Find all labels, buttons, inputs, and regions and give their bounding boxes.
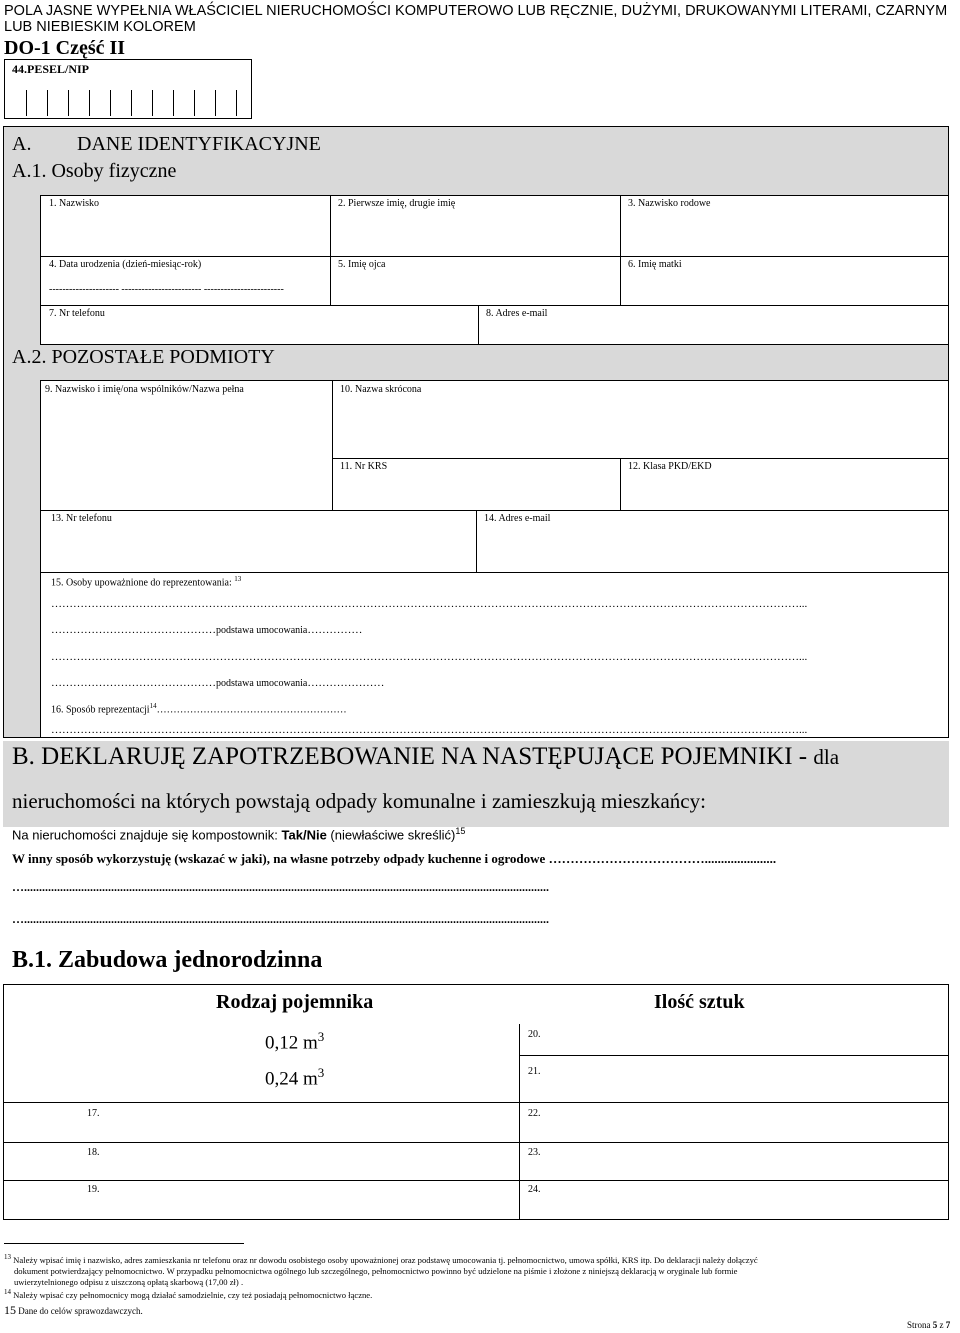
field-family-name[interactable]: 3. Nazwisko rodowe — [628, 198, 711, 209]
qty-field-23[interactable]: 23. — [528, 1147, 541, 1158]
rep-line-1[interactable]: ……………………………………………………………………………………………………………………………………………………………………………………... — [51, 598, 808, 610]
col-quantity: Ilość sztuk — [654, 991, 745, 1013]
section-b1-title: B.1. Zabudowa jednorodzinna — [12, 947, 323, 973]
page-number: Strona 5 z 7 — [907, 1320, 951, 1330]
container-012: 0,12 $m^3$ — [265, 1029, 325, 1054]
section-a-letter: A. — [12, 133, 32, 155]
field-representation-method[interactable]: 16. Sposób reprezentacji$^{14}$………………………………………………… — [51, 702, 347, 716]
footnote-separator — [4, 1243, 244, 1244]
section-b-subtitle: nieruchomości na których powstają odpady komunalne i zamieszkują mieszkańcy: — [12, 789, 706, 813]
compost-question[interactable]: Na nieruchomości znajduje się kompostownik: Tak/Nie (niewłaściwe skreślić)$^{15}$ — [12, 826, 466, 843]
section-b-title: B. DEKLARUJĘ ZAPOTRZEBOWANIE NA NASTĘPUJĄCE POJEMNIKI - dla — [12, 743, 840, 770]
qty-field-20[interactable]: 20. — [528, 1029, 541, 1040]
pesel-label: 44.PESEL/NIP — [12, 62, 90, 76]
field-phone-2[interactable]: 13. Nr telefonu — [51, 513, 112, 524]
other-use-line-2[interactable]: …............................................................................................................................................................................... — [12, 912, 549, 926]
form-part-title: DO-1 Część II — [4, 37, 126, 59]
field-pkd[interactable]: 12. Klasa PKD/EKD — [628, 461, 712, 472]
field-surname[interactable]: 1. Nazwisko — [49, 198, 99, 209]
rep-basis-line-2[interactable]: ………………………………………podstawa umocowania………………… — [51, 677, 385, 689]
qty-field-21[interactable]: 21. — [528, 1066, 541, 1077]
qty-field-22[interactable]: 22. — [528, 1108, 541, 1119]
instruction-line-2: LUB NIEBIESKIM KOLOREM — [4, 19, 196, 35]
field-email-2[interactable]: 14. Adres e-mail — [484, 513, 551, 524]
other-use-question[interactable]: W inny sposób wykorzystuję (wskazać w jaki), na własne potrzeby odpady kuchenne i ogrodowe ………………………………...................... — [12, 851, 777, 866]
rep-basis-line-1[interactable]: ………………………………………podstawa umocowania…………… — [51, 624, 363, 636]
footnote-13: $^{13}$ Należy wpisać imię i nazwisko, adres zamieszkania nr telefonu oraz nr dowodu osobistego osoby upoważnionej oraz podstawę umocowania tj. pełnomocnictwo, umowa spółki, KRS itp. Do deklaracji należy dołączyć dokument potwierdzający pełnomocnictwo. W przypadku pełnomocnictwa ogólnego lub szczególnego, pełnomocnictwo powinno być udzielone na piśmie i złożone z niniejszą deklaracją w oryginale lub formie uwierzytelnionego odpisu z uiszczoną opłatą skarbową (17,00 zł) . — [4, 1253, 758, 1287]
type-field-19[interactable]: 19. — [87, 1184, 100, 1195]
pesel-input[interactable] — [10, 90, 250, 117]
field-birth-date[interactable]: 4. Data urodzenia (dzień-miesiąc-rok) — [49, 259, 202, 270]
field-krs[interactable]: 11. Nr KRS — [340, 461, 388, 472]
field-mother-name[interactable]: 6. Imię matki — [628, 259, 682, 270]
type-field-18[interactable]: 18. — [87, 1147, 100, 1158]
instruction-line-1: POLA JASNE WYPEŁNIA WŁAŚCICIEL NIERUCHOMOŚCI KOMPUTEROWO LUB RĘCZNIE, DUŻYMI, DRUKOWANYMI LITERAMI, CZARNYM — [4, 3, 948, 19]
footnote-14: $^{14}$ Należy wpisać czy pełnomocnicy mogą działać samodzielnie, czy też posiadają pełnomocnictwo łączne. — [4, 1288, 373, 1300]
field-partners-fullname[interactable]: 9. Nazwisko i imię/ona wspólników/Nazwa pełna — [45, 384, 244, 395]
container-024: 0,24 $m^3$ — [265, 1065, 325, 1090]
field-short-name[interactable]: 10. Nazwa skrócona — [340, 384, 422, 395]
col-container-type: Rodzaj pojemnika — [216, 991, 374, 1013]
field-first-names[interactable]: 2. Pierwsze imię, drugie imię — [338, 198, 456, 209]
section-a-title: DANE IDENTYFIKACYJNE — [77, 133, 321, 155]
field-father-name[interactable]: 5. Imię ojca — [338, 259, 386, 270]
field-phone[interactable]: 7. Nr telefonu — [49, 308, 105, 319]
a1-table — [40, 195, 949, 345]
section-a2-title: A.2. POZOSTAŁE PODMIOTY — [12, 346, 275, 368]
section-a1-title: A.1. Osoby fizyczne — [12, 160, 177, 182]
other-use-line-1[interactable]: …............................................................................................................................................................................... — [12, 880, 549, 894]
representation-line[interactable]: ……………………………………………………………………………………………………………………………………………………………………………………... — [51, 724, 808, 736]
birth-date-dashes: --------------------- ------------------------ ------------------------ — [49, 284, 284, 295]
footnote-15: 15 Dane do celów sprawozdawczych. — [4, 1303, 143, 1317]
field-representatives[interactable]: 15. Osoby upoważnione do reprezentowania: $^{13}$ — [51, 575, 242, 589]
rep-line-2[interactable]: ……………………………………………………………………………………………………………………………………………………………………………………... — [51, 651, 808, 663]
field-email[interactable]: 8. Adres e-mail — [486, 308, 548, 319]
qty-field-24[interactable]: 24. — [528, 1184, 541, 1195]
type-field-17[interactable]: 17. — [87, 1108, 100, 1119]
